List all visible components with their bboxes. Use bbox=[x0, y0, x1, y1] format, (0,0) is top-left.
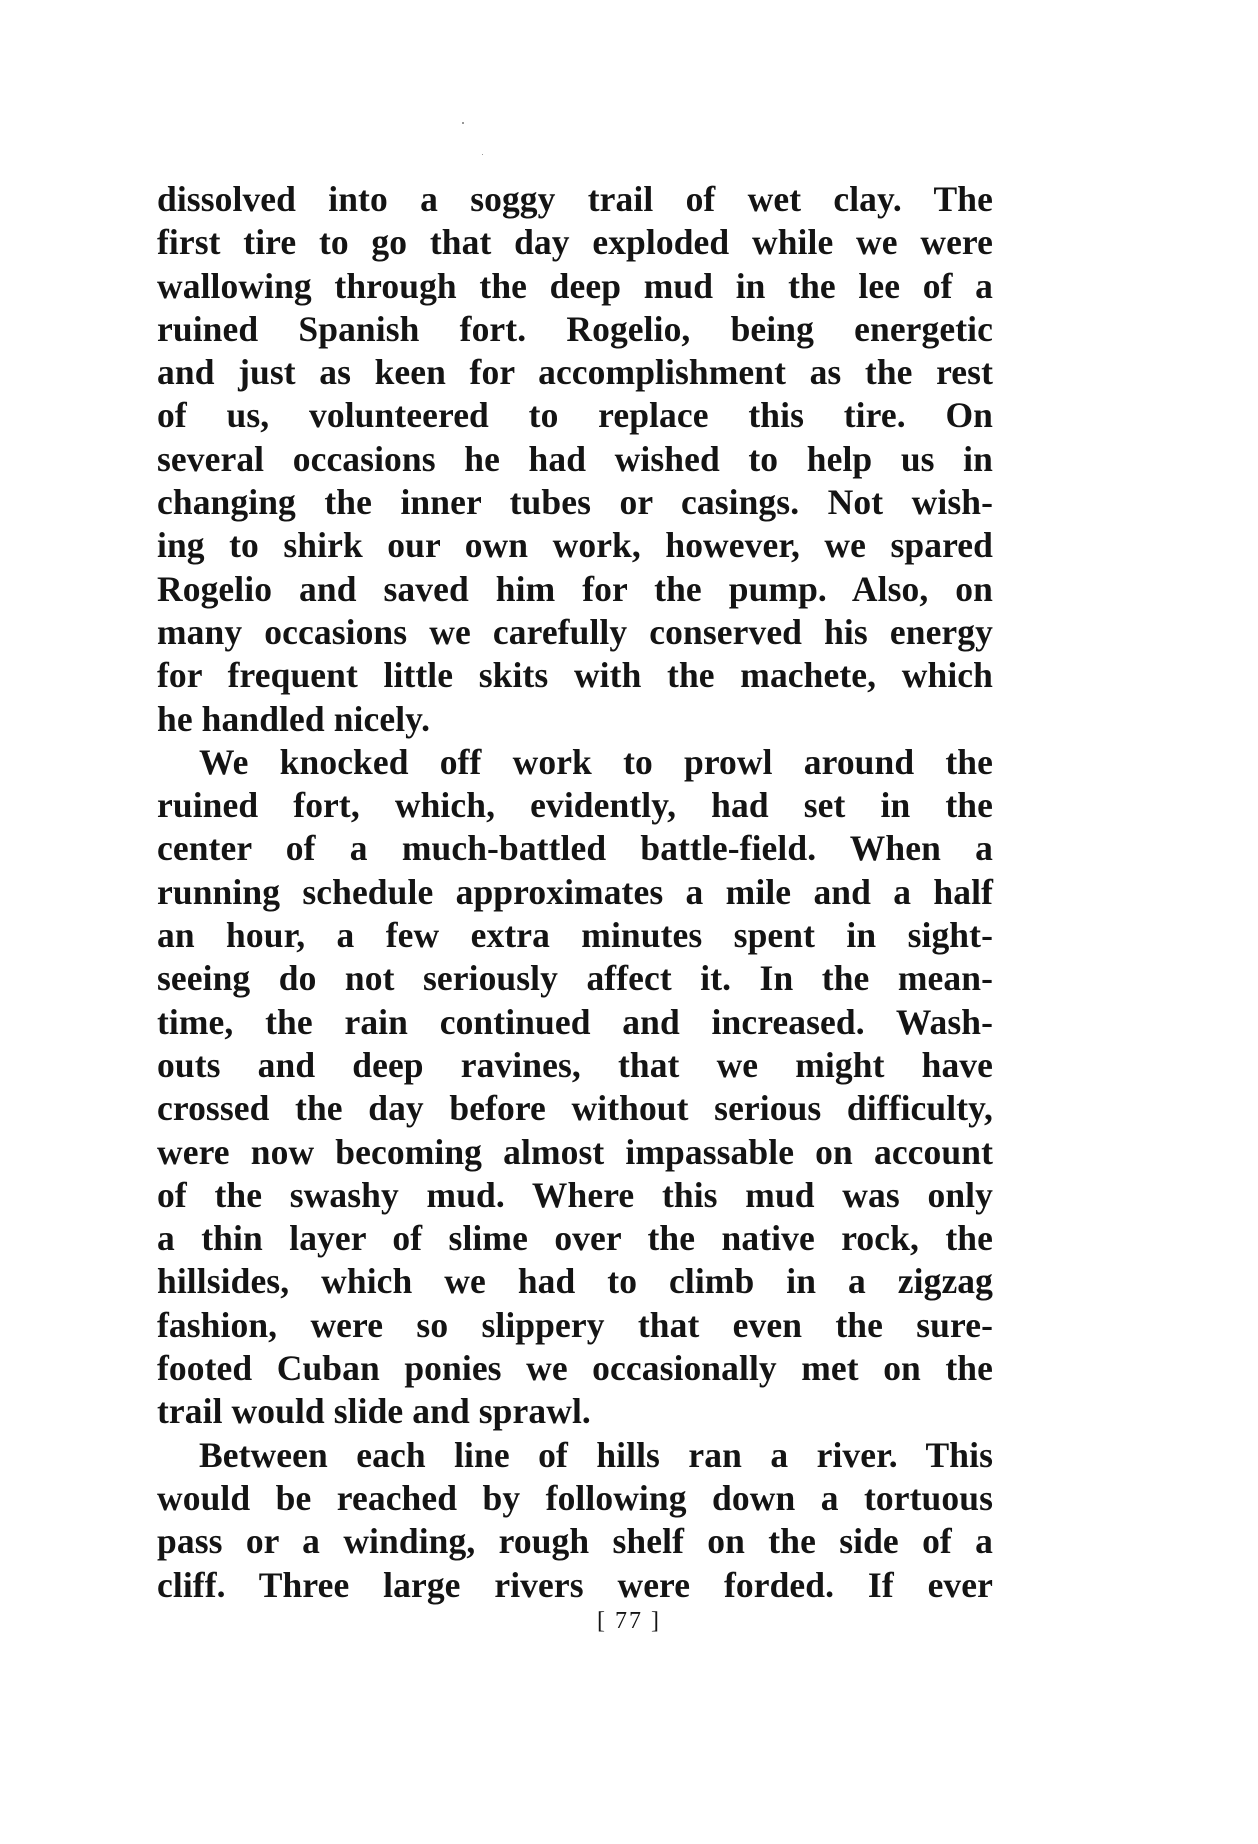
text-line: dissolved into a soggy trail of wet clay. The bbox=[157, 179, 993, 219]
text-line: ruined Spanish fort. Rogelio, being energetic bbox=[157, 308, 993, 349]
text-line: first tire to go that day exploded while we were bbox=[157, 222, 993, 263]
text-line: center of a much-battled battle-field. When a bbox=[157, 828, 993, 869]
text-line: cliff. Three large rivers were forded. If ever bbox=[157, 1564, 993, 1605]
text-line: ruined fort, which, evidently, had set in the bbox=[157, 785, 993, 826]
text-line: and just as keen for accomplishment as the rest bbox=[157, 352, 993, 393]
text-line: ing to shirk our own work, however, we spared bbox=[157, 525, 993, 566]
text-line: pass or a winding, rough shelf on the side of a bbox=[157, 1521, 993, 1562]
text-line: footed Cuban ponies we occasionally met on the bbox=[157, 1348, 993, 1389]
text-line: of the swashy mud. Where this mud was only bbox=[157, 1174, 993, 1215]
text-line: outs and deep ravines, that we might have bbox=[157, 1044, 993, 1085]
text-line: fashion, were so slippery that even the sure- bbox=[157, 1304, 993, 1345]
text-line: of us, volunteered to replace this tire. On bbox=[157, 395, 993, 436]
text-line: seeing do not seriously affect it. In the mean- bbox=[157, 958, 993, 999]
ink-speck bbox=[482, 154, 483, 155]
text-line: crossed the day before without serious difficulty, bbox=[157, 1088, 993, 1129]
text-line: many occasions we carefully conserved his energy bbox=[157, 611, 993, 652]
text-line: Rogelio and saved him for the pump. Also, on bbox=[157, 568, 993, 609]
text-line: were now becoming almost impassable on account bbox=[157, 1131, 993, 1172]
text-line: trail would slide and sprawl. bbox=[157, 1391, 591, 1432]
text-line: running schedule approximates a mile and a half bbox=[157, 871, 993, 912]
ink-speck bbox=[462, 122, 464, 124]
text-line: he handled nicely. bbox=[157, 698, 431, 739]
text-line: wallowing through the deep mud in the lee of a bbox=[157, 265, 993, 306]
text-line: an hour, a few extra minutes spent in sight- bbox=[157, 915, 993, 956]
text-line: Between each line of hills ran a river. This bbox=[199, 1434, 993, 1475]
text-line: would be reached by following down a tortuous bbox=[157, 1477, 993, 1518]
text-line: We knocked off work to prowl around the bbox=[199, 741, 993, 782]
text-line: hillsides, which we had to climb in a zigzag bbox=[157, 1261, 993, 1302]
text-line: for frequent little skits with the machete, which bbox=[157, 655, 993, 696]
page-number: [ 77 ] bbox=[597, 1608, 661, 1634]
paragraph bbox=[157, 1434, 993, 1607]
text-line: time, the rain continued and increased. Wash- bbox=[157, 1001, 993, 1042]
body-text bbox=[157, 178, 993, 1607]
paragraph bbox=[157, 178, 993, 741]
paragraph bbox=[157, 741, 993, 1434]
text-line: changing the inner tubes or casings. Not wish- bbox=[157, 482, 993, 523]
text-line: several occasions he had wished to help us in bbox=[157, 438, 993, 479]
text-line: a thin layer of slime over the native rock, the bbox=[157, 1218, 993, 1259]
